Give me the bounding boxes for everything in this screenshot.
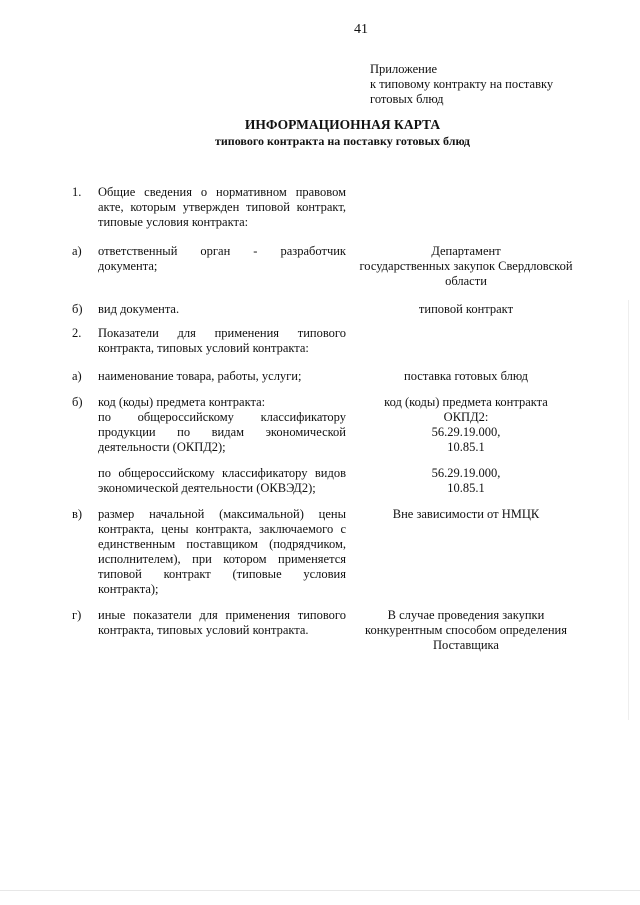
scan-edge-line — [0, 890, 640, 891]
item-number: 2. — [72, 326, 82, 340]
item-number: а) — [72, 369, 82, 383]
value-line: Департамент — [431, 244, 501, 258]
item-label: иные показатели для применения типового контракта, типовых условий контракта. — [98, 608, 346, 637]
item-value — [352, 608, 580, 653]
item-value: поставка готовых блюд — [404, 369, 528, 383]
document-title — [0, 117, 640, 149]
page-number: 41 — [354, 22, 368, 37]
appendix-line: Приложение — [370, 62, 438, 76]
item-number: г) — [72, 608, 82, 622]
value-line: ОКПД2: — [443, 410, 489, 424]
item-number: 1. — [72, 185, 82, 199]
item-label: размер начальной (максимальной) цены контракта, цены контракта, заключаемого с единственным поставщиком (подрядчиком, исполнителем), при котором применяется типовой контракт (типовые условия контракта); — [98, 507, 346, 596]
item-label: по общероссийскому классификатору видов экономической деятельности (ОКВЭД2); — [98, 466, 346, 495]
item-label — [98, 395, 346, 455]
value-line: государственных закупок Свердловской — [359, 259, 573, 273]
title-main: ИНФОРМАЦИОННАЯ КАРТА — [244, 117, 441, 132]
item-label-detail: по общероссийскому классификатору продукции по видам экономической деятельности (ОКПД2); — [98, 410, 346, 454]
value-line: 10.85.1 — [447, 481, 485, 495]
appendix-note — [370, 62, 553, 107]
item-number: б) — [72, 302, 83, 316]
item-label: Показатели для применения типового контракта, типовых условий контракта: — [98, 326, 346, 355]
value-line: код (коды) предмета контракта — [384, 395, 548, 409]
item-value — [352, 466, 580, 496]
item-value: типовой контракт — [418, 302, 514, 316]
item-label: Общие сведения о нормативном правовом акте, которым утвержден типовой контракт, типовые условия контракта: — [98, 185, 346, 229]
item-number: б) — [72, 395, 83, 409]
item-number: в) — [72, 507, 83, 521]
item-label: вид документа. — [98, 302, 180, 316]
appendix-line: к типовому контракту на поставку — [370, 77, 554, 91]
scan-edge-line — [628, 300, 629, 720]
item-value: Вне зависимости от НМЦК — [392, 507, 540, 521]
value-line: области — [445, 274, 487, 288]
value-line: конкурентным способом определения — [365, 623, 567, 637]
item-label-heading: код (коды) предмета контракта: — [98, 395, 266, 409]
value-line: В случае проведения закупки — [387, 608, 545, 622]
value-line: 10.85.1 — [447, 440, 485, 454]
item-label: ответственный орган - разработчик документа; — [98, 244, 346, 273]
appendix-line: готовых блюд — [370, 92, 444, 106]
title-subtitle: типового контракта на поставку готовых блюд — [215, 134, 470, 148]
item-number: а) — [72, 244, 82, 258]
item-value — [352, 395, 580, 455]
value-line: Поставщика — [433, 638, 499, 652]
value-line: 56.29.19.000, — [431, 425, 501, 439]
item-label: наименование товара, работы, услуги; — [98, 369, 302, 383]
item-value — [352, 244, 580, 289]
value-line: 56.29.19.000, — [431, 466, 501, 480]
